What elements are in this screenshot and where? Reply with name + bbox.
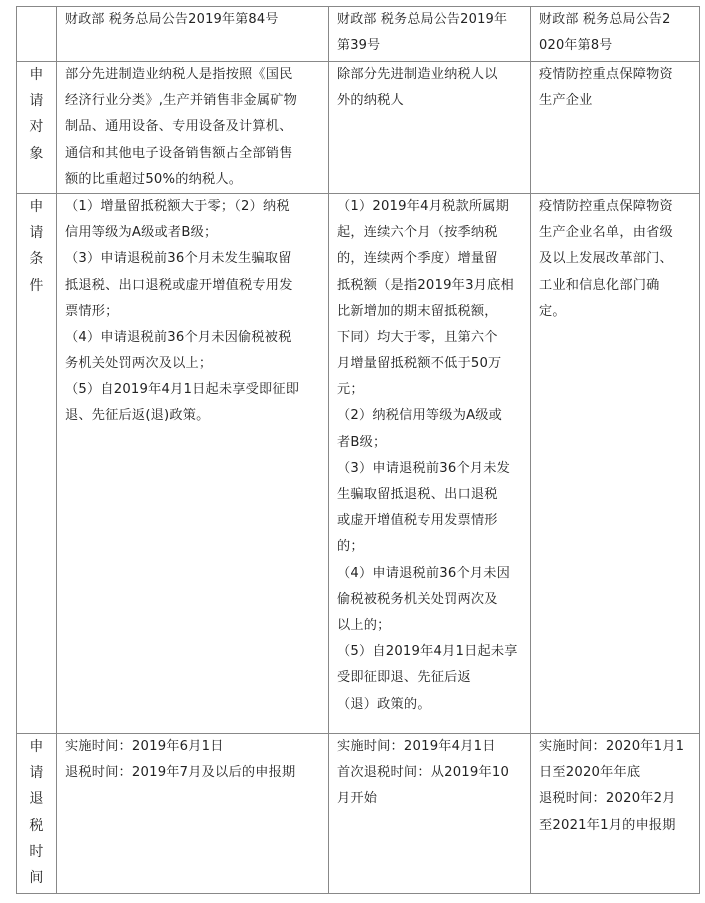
text-line: （退）政策的。 (337, 696, 431, 712)
text-line: 通信和其他电子设备销售额占全部销售 (65, 145, 293, 161)
text-line: 生产企业 (539, 93, 593, 109)
text-line: 部分先进制造业纳税人是指按照《国民 (65, 67, 293, 82)
text-line: （5）自2019年4月1日起未享 (337, 644, 518, 660)
text-line: 间 (29, 869, 44, 886)
text-line: 经济行业分类》,生产并销售非金属矿物 (65, 93, 297, 109)
cell-conditions-8 (531, 193, 700, 733)
header-corner-cell (17, 7, 57, 62)
text-line: 者B级； (337, 434, 387, 450)
text-line: 对 (29, 119, 44, 136)
text-line: 月增量留抵税额不低于50万 (337, 356, 502, 372)
policy-comparison-table (16, 6, 700, 894)
header-cell-announcement-8 (531, 7, 700, 62)
text-line: （4）申请退税前36个月未因 (337, 565, 511, 581)
text-line: 财政部 税务总局公告2019年第84号 (65, 12, 279, 27)
text-line: （3）申请退税前36个月未发生骗取留 (65, 251, 292, 267)
text-line: 抵税额（是指2019年3月底相 (337, 277, 514, 293)
header-row (17, 7, 700, 62)
text-line: 疫情防控重点保障物资 (539, 198, 673, 214)
text-line: 及以上发展改革部门、 (539, 251, 673, 267)
text-line: 元； (337, 382, 364, 398)
text-line: （3）申请退税前36个月未发 (337, 460, 511, 476)
text-line: 比新增加的期末留抵税额， (337, 303, 498, 319)
text-line: 日至2020年年底 (539, 765, 641, 781)
text-line: 退、先征后返(退)政策。 (65, 408, 210, 424)
text-line: 至2021年1月的申报期 (539, 817, 676, 833)
header-cell-announcement-39 (329, 7, 531, 62)
text-line: 制品、通用设备、专用设备及计算机、 (65, 119, 293, 135)
text-line: 申 (29, 67, 44, 83)
text-line: 请 (29, 225, 44, 242)
text-line: 退税时间：2019年7月及以后的申报期 (65, 765, 296, 781)
text-line: 条 (29, 251, 44, 268)
text-line: 时 (29, 843, 44, 860)
text-line: 工业和信息化部门确 (539, 277, 660, 293)
text-line: 税 (29, 817, 44, 834)
text-line: 定。 (539, 303, 566, 319)
row-label-applicant (17, 62, 57, 194)
text-line: 疫情防控重点保障物资 (539, 67, 673, 82)
text-line: 票情形； (65, 303, 119, 319)
text-line: 财政部 税务总局公告2019年 (337, 12, 508, 27)
row-label-refund-time (17, 733, 57, 893)
text-line: 月开始 (337, 791, 378, 807)
row-refund-time (17, 733, 700, 893)
text-line: （4）申请退税前36个月未因偷税被税 (65, 329, 292, 345)
text-line: 受即征即退、先征后返 (337, 670, 471, 686)
cell-applicant-8 (531, 62, 700, 194)
text-line: 财政部 税务总局公告2 (539, 12, 671, 27)
text-line: 生产企业名单，由省级 (539, 225, 673, 241)
cell-applicant-84 (57, 62, 329, 194)
text-line: 务机关处罚两次及以上； (65, 356, 213, 372)
text-line: 请 (29, 93, 44, 110)
text-line: （1）2019年4月税款所属期 (337, 198, 510, 214)
text-line: 生骗取留抵退税、出口退税 (337, 487, 498, 502)
text-line: 退 (29, 791, 44, 808)
text-line: 实施时间：2019年4月1日 (337, 738, 496, 754)
text-line: 额的比重超过50%的纳税人。 (65, 171, 243, 187)
text-line: 020年第8号 (539, 38, 613, 54)
row-conditions (17, 193, 700, 733)
header-cell-announcement-84 (57, 7, 329, 62)
cell-refund-time-84 (57, 733, 329, 893)
text-line (17, 7, 56, 33)
text-line: 退税时间：2020年2月 (539, 791, 676, 807)
cell-applicant-39 (329, 62, 531, 194)
text-line: 第39号 (337, 38, 381, 54)
row-label-conditions (17, 193, 57, 733)
text-line: （1）增量留抵税额大于零；（2）纳税 (65, 198, 290, 214)
text-line: 申 (29, 198, 44, 215)
text-line: 象 (29, 145, 44, 162)
text-line: 抵退税、出口退税或虚开增值税专用发 (65, 277, 293, 293)
text-line: 下同）均大于零，且第六个 (337, 329, 498, 345)
text-line: 申 (29, 738, 44, 755)
text-line: （2）纳税信用等级为A级或 (337, 408, 503, 424)
table-body (17, 7, 700, 894)
text-line: 外的纳税人 (337, 93, 404, 109)
text-line: 首次退税时间：从2019年10 (337, 765, 510, 781)
text-line: 以上的； (337, 617, 391, 633)
cell-conditions-39 (329, 193, 531, 733)
text-line: 偷税被税务机关处罚两次及 (337, 591, 498, 607)
row-applicant (17, 62, 700, 194)
text-line: （5）自2019年4月1日起未享受即征即 (65, 382, 300, 398)
text-line: 实施时间：2020年1月1 (539, 738, 685, 754)
text-line: 起，连续六个月（按季纳税 (337, 225, 498, 241)
text-line: 的，连续两个季度）增量留 (337, 251, 498, 267)
cell-refund-time-39 (329, 733, 531, 893)
text-line: 请 (29, 765, 44, 782)
text-line: 的； (337, 539, 364, 555)
cell-refund-time-8 (531, 733, 700, 893)
cell-conditions-84 (57, 193, 329, 733)
text-line: 除部分先进制造业纳税人以 (337, 67, 498, 82)
text-line: 信用等级为A级或者B级； (65, 225, 218, 241)
text-line: 件 (29, 277, 44, 294)
text-line: 或虚开增值税专用发票情形 (337, 513, 498, 529)
text-line: 实施时间：2019年6月1日 (65, 738, 224, 754)
